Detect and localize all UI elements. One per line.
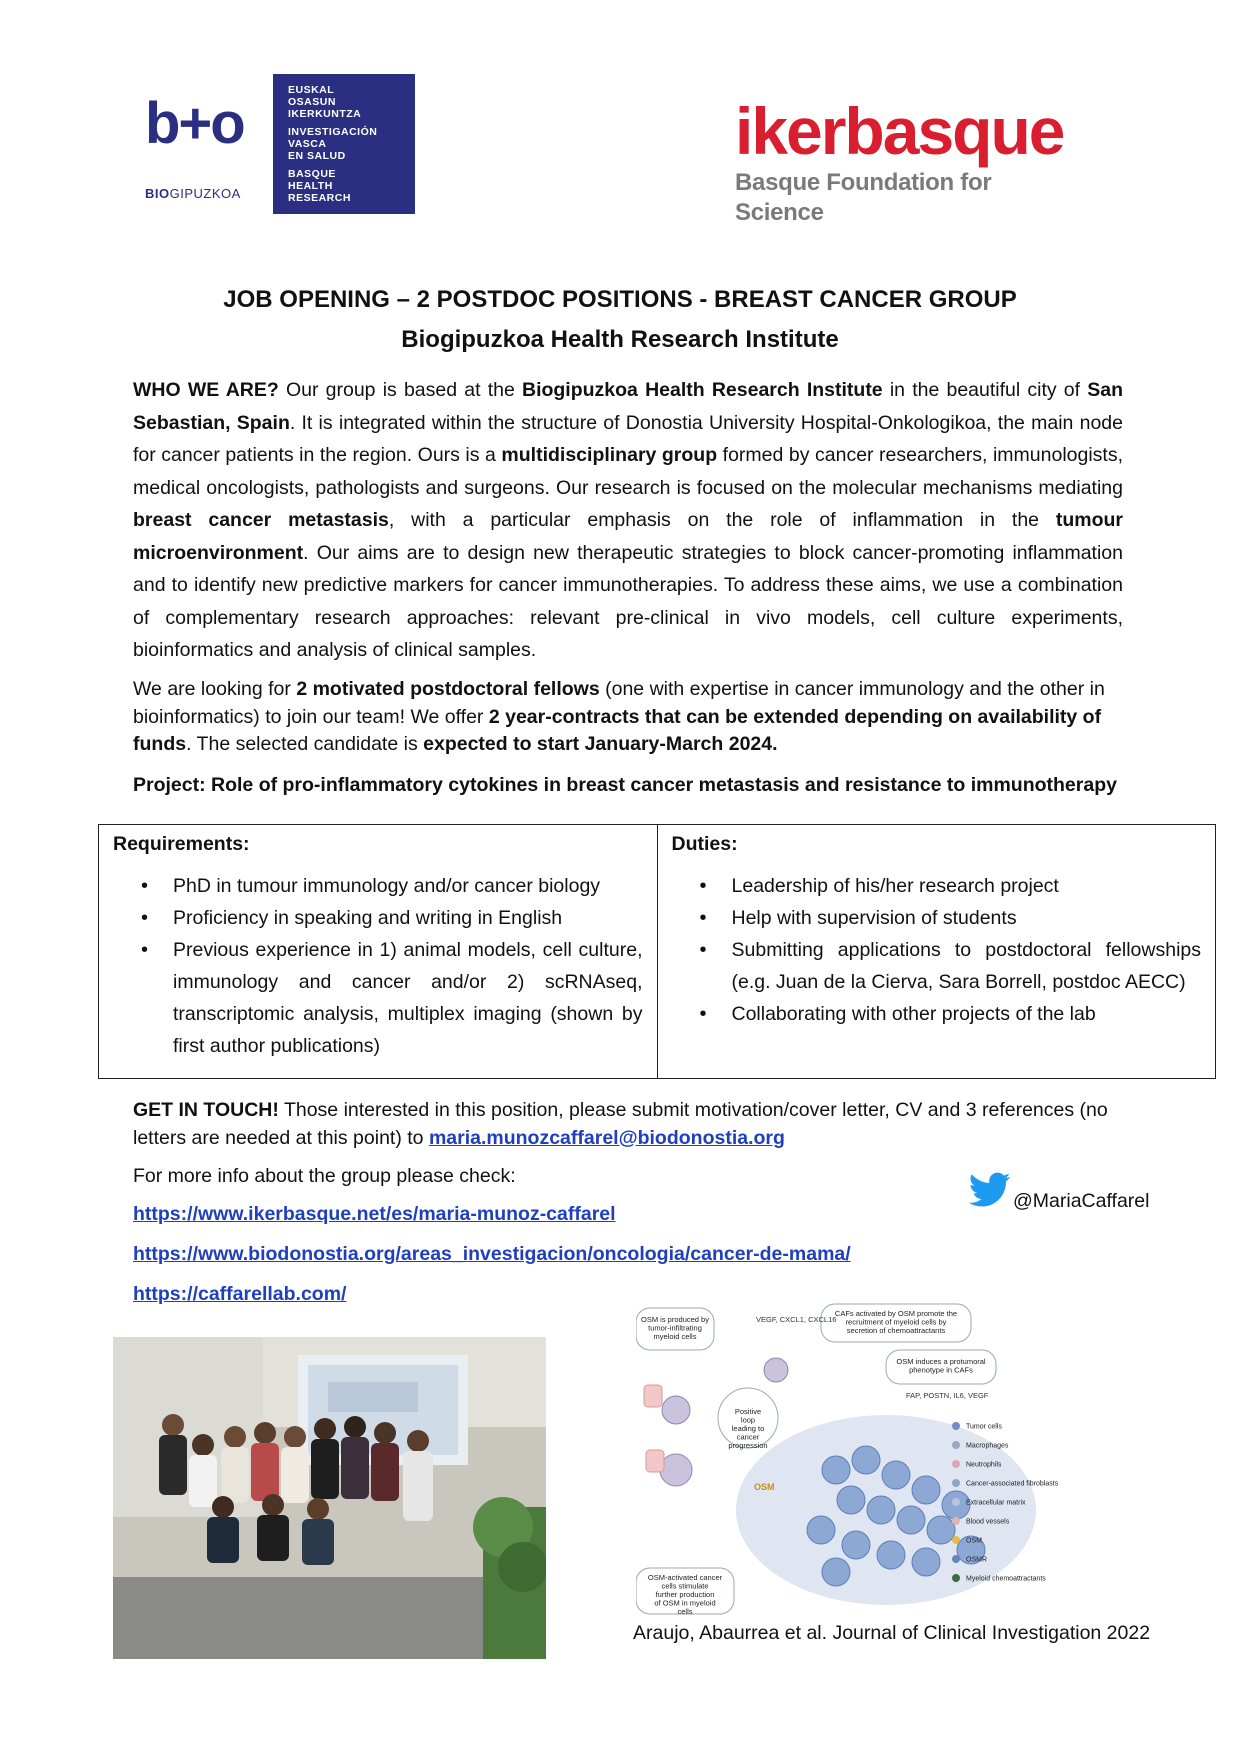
page-title: JOB OPENING – 2 POSTDOC POSITIONS - BREAST CANCER GROUP <box>223 286 1017 313</box>
biogipuzkoa-lines: EUSKAL OSASUN IKERKUNTZA INVESTIGACIÓN VASCA EN SALUD BASQUE HEALTH RESEARCH <box>288 84 378 204</box>
requirements-duties-table <box>98 824 1216 1079</box>
project-line: Project: Role of pro-inflammatory cytokines in breast cancer metastasis and resistance to immunotherapy <box>133 774 1117 796</box>
link-ikerbasque[interactable]: https://www.ikerbasque.net/es/maria-munoz-caffarel <box>133 1203 616 1225</box>
legend-label: Cancer-associated fibroblasts <box>966 1480 1059 1488</box>
markers-mid: FAP, POSTN, IL6, VEGF <box>906 1391 989 1400</box>
link-biodonostia[interactable]: https://www.biodonostia.org/areas_investigacion/oncologia/cancer-de-mama/ <box>133 1243 851 1265</box>
duties-list <box>672 870 1202 1030</box>
list-item: • Collaborating with other projects of the lab <box>732 998 1202 1030</box>
requirements-list <box>113 870 643 1062</box>
legend-marker <box>952 1555 960 1563</box>
legend-marker <box>952 1517 960 1525</box>
duties-cell <box>657 825 1216 1079</box>
link-caffarellab[interactable]: https://caffarellab.com/ <box>133 1283 347 1305</box>
page-subtitle: Biogipuzkoa Health Research Institute <box>401 326 839 353</box>
legend-label: Macrophages <box>966 1442 1009 1450</box>
more-info-text: For more info about the group please check: <box>133 1165 516 1187</box>
callout-cafs: CAFs activated by OSM promote the recruitment of myeloid cells by secretion of chemoattractants <box>834 1309 958 1335</box>
legend-marker <box>952 1536 960 1544</box>
legend-marker <box>952 1498 960 1506</box>
figure-caption: Araujo, Abaurrea et al. Journal of Clinical Investigation 2022 <box>633 1622 1151 1644</box>
email-link[interactable]: maria.munozcaffarel@biodonostia.org <box>428 1126 785 1149</box>
ikerbasque-logo <box>735 94 1080 228</box>
legend-marker <box>952 1574 960 1582</box>
list-item: • Leadership of his/her research project <box>732 870 1202 902</box>
twitter-bird-icon[interactable] <box>969 1172 1011 1213</box>
ikerbasque-name: ikerbasque <box>735 94 1064 168</box>
list-item: • PhD in tumour immunology and/or cancer biology <box>173 870 643 902</box>
legend-label: Neutrophils <box>966 1461 1002 1469</box>
legend-label: Extracellular matrix <box>966 1499 1026 1507</box>
osm-mechanism-diagram <box>636 1300 1068 1618</box>
legend-label: Blood vessels <box>966 1518 1010 1526</box>
requirements-heading: Requirements: <box>113 833 250 855</box>
list-item: • Help with supervision of students <box>732 902 1202 934</box>
callout-osm-produced: OSM is produced by tumor-infiltrating myeloid cells <box>641 1315 709 1341</box>
legend-marker <box>952 1441 960 1449</box>
biogipuzkoa-name: BIOGIPUZKOA <box>145 186 241 201</box>
duties-heading: Duties: <box>671 833 738 855</box>
legend-label: OSMR <box>966 1556 987 1564</box>
contact-paragraph: GET IN TOUCH! Those interested in this position, please submit motivation/cover letter, CV and 3 references (no letters are needed at this point) to maria.munozcaffarel@biodonostia.org <box>133 1099 1108 1149</box>
list-item: • Proficiency in speaking and writing in English <box>173 902 643 934</box>
biogipuzkoa-mark <box>133 74 273 214</box>
twitter-handle[interactable]: @MariaCaffarel <box>1013 1190 1150 1212</box>
callout-loop: Positive loop leading to cancer progression <box>728 1407 768 1450</box>
looking-for-paragraph: We are looking for 2 motivated postdoctoral fellows (one with expertise in cancer immunology and the other in bioinformatics) to join our team! We offer 2 year-contracts that can be extended depending on availability of funds. The selected candidate is expected to start January-March 2024. <box>133 678 1105 755</box>
legend-marker <box>952 1460 960 1468</box>
legend-marker <box>952 1479 960 1487</box>
legend-marker <box>952 1422 960 1430</box>
callout-activated: OSM-activated cancer cells stimulate further production of OSM in myeloid cells <box>647 1573 723 1616</box>
markers-top: VEGF, CXCL1, CXCL16 <box>756 1315 837 1324</box>
brand-mark: b+o <box>145 91 244 156</box>
legend-label: Myeloid chemoattractants <box>966 1575 1046 1583</box>
callout-protumoral: OSM induces a protumoral phenotype in CAFs <box>896 1357 986 1375</box>
who-we-are-paragraph: WHO WE ARE? Our group is based at the Biogipuzkoa Health Research Institute in the beautiful city of San Sebastian, Spain. It is integrated within the structure of Donostia University Hospital-Onkologikoa, the main node for cancer patients in the region. Ours is a multidisciplinary group formed by cancer researchers, immunologists, medical oncologists, pathologists and surgeons. Our research is focused on the molecular mechanisms mediating breast cancer metastasis, with a particular emphasis on the role of inflammation in the tumour microenvironment. Our aims are to design new therapeutic strategies to block cancer-promoting inflammation and to identify new predictive markers for cancer immunotherapies. To address these aims, we use a combination of complementary research approaches: relevant pre-clinical in vivo models, cell culture experiments, bioinformatics and analysis of clinical samples. <box>133 379 1124 661</box>
list-item: • Previous experience in 1) animal models, cell culture, immunology and cancer and/or 2) scRNAseq, transcriptomic analysis, multiplex imaging (shown by first author publications) <box>173 934 643 1062</box>
legend-label: OSM <box>966 1537 982 1545</box>
ikerbasque-tagline: Basque Foundation for Science <box>735 169 992 226</box>
list-item: • Submitting applications to postdoctoral fellowships (e.g. Juan de la Cierva, Sara Borrell, postdoc AECC) <box>732 934 1202 998</box>
biogipuzkoa-logo <box>133 74 415 214</box>
osm-label: OSM <box>754 1482 775 1492</box>
group-photo <box>113 1337 546 1659</box>
requirements-cell <box>99 825 658 1079</box>
legend-label: Tumor cells <box>966 1423 1002 1431</box>
